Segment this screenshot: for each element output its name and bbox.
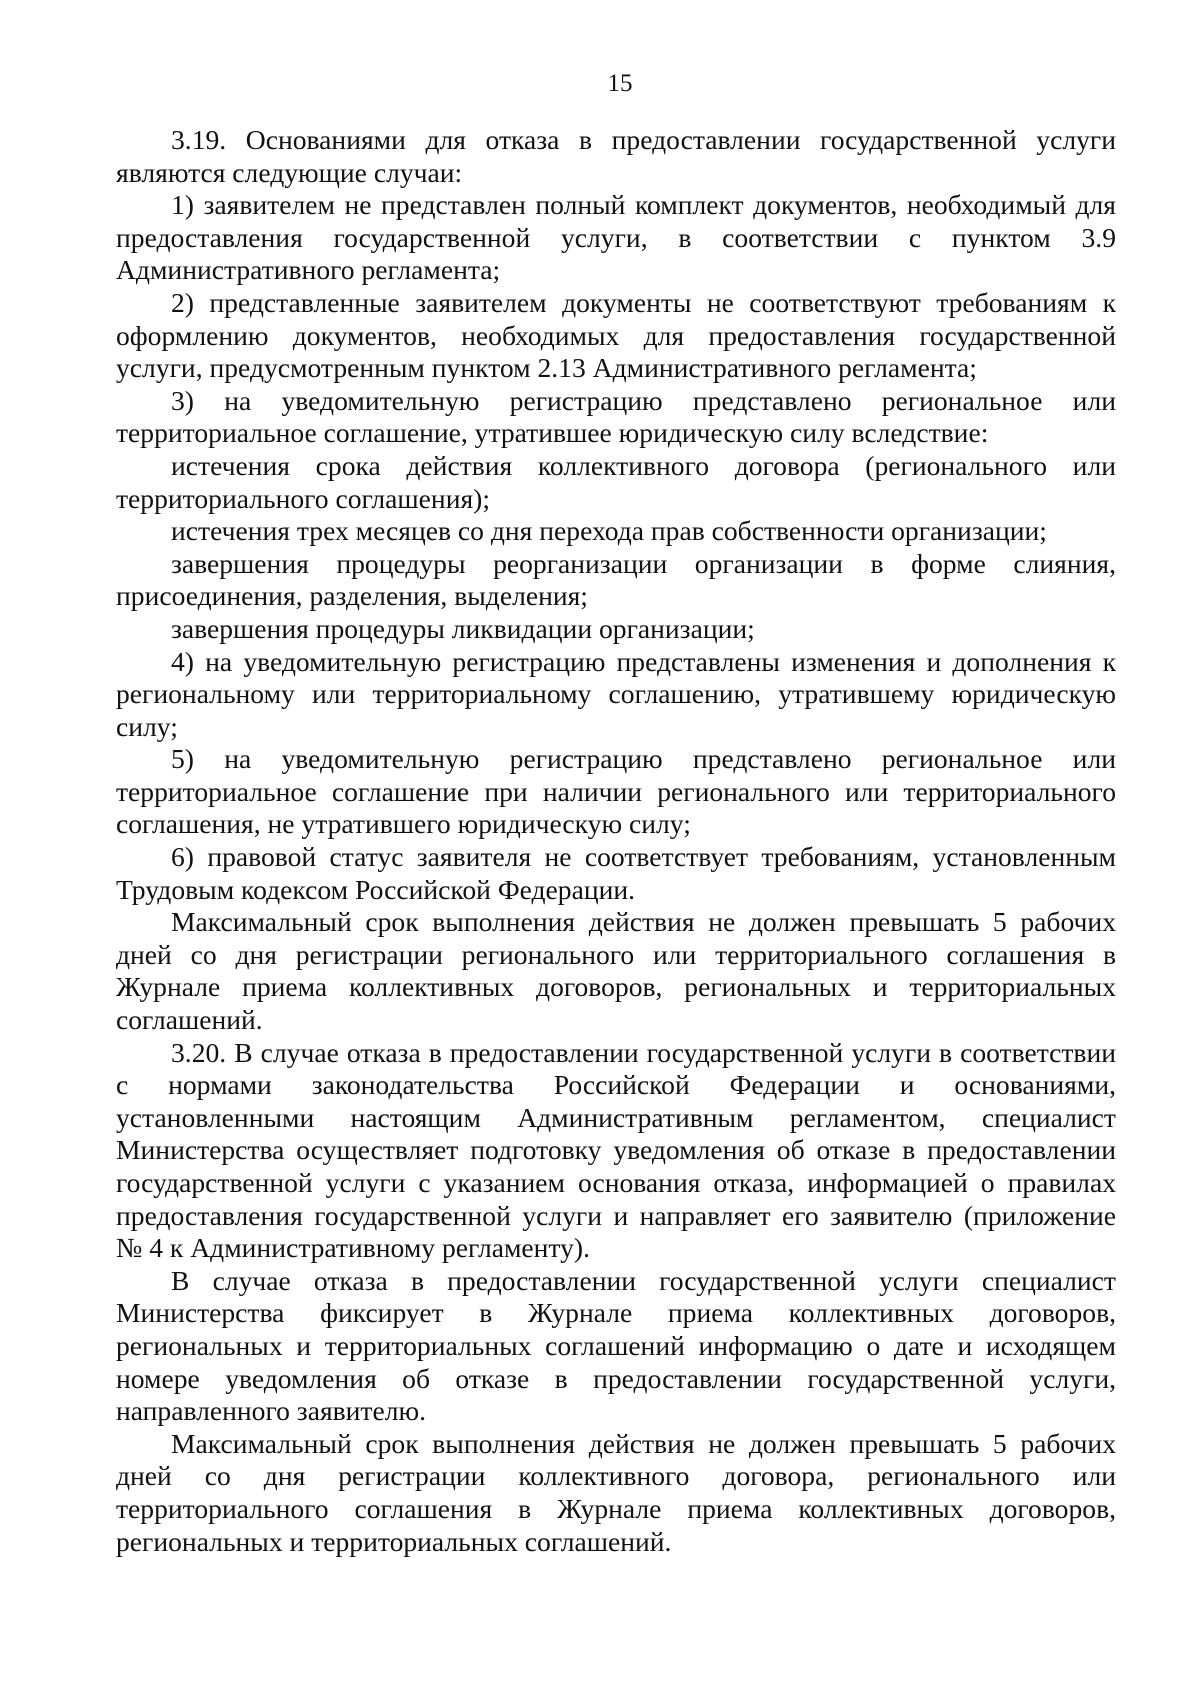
paragraph: Максимальный срок выполнения действия не должен превышать 5 рабочих дней со дня регистрации регионального или территориального соглашения в Журнале приема коллективных договоров, региональных и территориальных соглашений. <box>116 906 1116 1036</box>
paragraph: Максимальный срок выполнения действия не должен превышать 5 рабочих дней со дня регистрации коллективного договора, регионального или территориального соглашения в Журнале приема коллективных договоров, региональных и территориальных соглашений. <box>116 1427 1116 1557</box>
paragraph: В случае отказа в предоставлении государственной услуги специалист Министерства фиксирует в Журнале приема коллективных договоров, региональных и территориальных соглашений информацию о дате и исходящем номере уведомления об отказе в предоставлении государственной услуги, направленного заявителю. <box>116 1264 1116 1427</box>
paragraph: 2) представленные заявителем документы не соответствуют требованиям к оформлению документов, необходимых для предоставления государственной услуги, предусмотренным пунктом 2.13 Административного регламента; <box>116 286 1116 384</box>
paragraph: 5) на уведомительную регистрацию представлено региональное или территориальное соглашение при наличии регионального или территориального соглашения, не утратившего юридическую силу; <box>116 743 1116 840</box>
paragraph: 3.19. Основаниями для отказа в предоставлении государственной услуги являются следующие случаи: <box>116 124 1116 188</box>
paragraph: 1) заявителем не представлен полный комплект документов, необходимый для предоставления государственной услуги, в соответствии с пунктом 3.9 Административного регламента; <box>116 189 1116 286</box>
paragraph: 3.20. В случае отказа в предоставлении государственной услуги в соответствии с нормами законодательства Российской Федерации и основаниями, установленными настоящим Административным регламентом, специалист Министерства осуществляет подготовку уведомления об отказе в предоставлении государственной услуги с указанием основания отказа, информацией о правилах предоставления государственной услуги и направляет его заявителю (приложение № 4 к Административному регламенту). <box>116 1036 1116 1264</box>
paragraph: завершения процедуры ликвидации организации; <box>171 612 755 644</box>
paragraph: истечения срока действия коллективного договора (регионального или территориального соглашения); <box>116 449 1116 514</box>
paragraph: истечения трех месяцев со дня перехода прав собственности организации; <box>171 515 1047 547</box>
document-body <box>116 124 1116 1558</box>
paragraph: завершения процедуры реорганизации организации в форме слияния, присоединения, разделения, выделения; <box>116 547 1116 612</box>
paragraph: 3) на уведомительную регистрацию представлено региональное или территориальное соглашение, утратившее юридическую силу вследствие: <box>116 384 1116 449</box>
paragraph: 6) правовой статус заявителя не соответствует требованиям, установленным Трудовым кодексом Российской Федерации. <box>116 841 1116 905</box>
paragraph: 4) на уведомительную регистрацию представлены изменения и дополнения к региональному или территориальному соглашению, утратившему юридическую силу; <box>116 645 1116 742</box>
page-number: 15 <box>607 70 633 97</box>
